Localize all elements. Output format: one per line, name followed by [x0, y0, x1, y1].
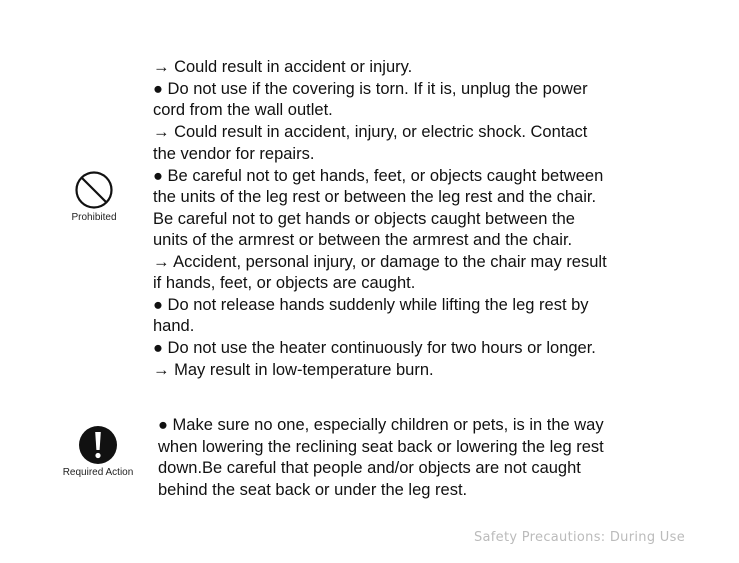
text-line: ● Do not release hands suddenly while lifting the leg rest by [153, 296, 589, 314]
text-line: ● Do not use if the covering is torn. If it is, unplug the power [153, 80, 588, 98]
text-line: → Accident, personal injury, or damage to the chair may result [153, 253, 607, 271]
prohibited-block [58, 170, 130, 223]
text-line: the units of the leg rest or between the leg rest and the chair. [153, 188, 597, 206]
text-line: ● Be careful not to get hands, feet, or objects caught between [153, 167, 604, 185]
text-line: behind the seat back or under the leg rest. [158, 481, 468, 499]
required-action-block [58, 425, 138, 478]
text-line: ● Do not use the heater continuously for two hours or longer. [153, 339, 596, 357]
text-line: when lowering the reclining seat back or lowering the leg rest [158, 438, 604, 456]
text-line: down.Be careful that people and/or objects are not caught [158, 459, 581, 477]
text-line: → Could result in accident, injury, or electric shock. Contact [153, 123, 588, 141]
text-line: if hands, feet, or objects are caught. [153, 274, 416, 292]
text-line: the vendor for repairs. [153, 145, 315, 163]
text-line: ● Make sure no one, especially children or pets, is in the way [158, 416, 604, 434]
text-line: units of the armrest or between the armrest and the chair. [153, 231, 573, 249]
prohibited-icon [74, 170, 114, 210]
prohibited-label: Prohibited [71, 212, 117, 223]
page-footer: Safety Precautions: During Use [473, 530, 685, 545]
text-line: hand. [153, 317, 195, 335]
text-line: → Could result in accident or injury. [153, 58, 413, 76]
exclamation-icon [78, 425, 118, 465]
required-action-label: Required Action [62, 467, 134, 478]
text-line: Be careful not to get hands or objects caught between the [153, 210, 575, 228]
text-line: → May result in low-temperature burn. [153, 361, 434, 379]
text-line: cord from the wall outlet. [153, 101, 333, 119]
